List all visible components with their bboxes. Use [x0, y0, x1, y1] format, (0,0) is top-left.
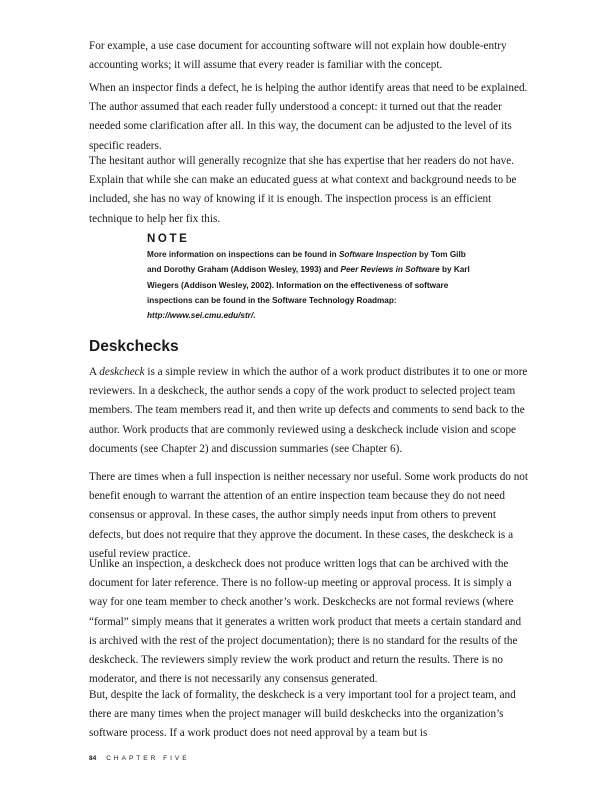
note-text: More information on inspections can be found in — [147, 250, 339, 259]
note-text: by Karl Wiegers (Addison Wesley, 2002). Information on the effectiveness of software inspections can be found in the Software Technology Roadmap: — [147, 265, 470, 305]
paragraph-text: There are times when a full inspection is neither necessary nor useful. Some work products do not benefit enough to warrant the attention of an entire inspection team because they do not need consensus or approval. In these cases, the author simply needs input from others to prevent defects, but does not require that they approve the document. In these cases, the deskcheck is a useful review practice. — [89, 471, 528, 560]
body-paragraph-6 — [89, 555, 530, 689]
paragraph-text: Unlike an inspection, a deskcheck does not produce written logs that can be archived with the document for later reference. There is no follow-up meeting or approval process. It is simply a way for one team member to check another’s work. Deskchecks are not formal reviews (where “formal” simply means that it generates a written work product that meets a certain standard and is archived with the rest of the project documentation); there is no standard for the results of the deskcheck. The reviewers simply review the work product and return the results. There is no moderator, and there is not necessarily any consensus generated. — [89, 558, 522, 686]
note-heading: NOTE — [147, 233, 190, 245]
note-body — [147, 247, 475, 323]
page-footer — [89, 754, 190, 764]
note-text: by Tom Gilb and Dorothy Graham (Addison Wesley, 1993) and — [147, 250, 466, 275]
paragraph-text: The hesitant author will generally recognize that she has expertise that her readers do not have. Explain that while she can make an educated guess at what context and background needs to be included, she has no way of knowing if it is enough. The inspection process is an efficient technique to help her fix this. — [89, 155, 517, 225]
paragraph-text — [89, 363, 530, 459]
book-title-software-inspection: Software Inspection — [338, 250, 417, 259]
body-paragraph-2 — [89, 79, 530, 156]
body-paragraph-1 — [89, 37, 530, 75]
paragraph-text-part: is a simple review in which the author of a work product distributes it to one or more reviewers. In a deskcheck, the author sends a copy of the work product to selected project team members. The team members read it, and then write up defects and comments to send back to the author. Work products that are commonly reviewed using a deskcheck include vision and scope documents (see Chapter 2) and discussion summaries (see Chapter 6). — [89, 366, 528, 455]
note-box — [147, 232, 475, 323]
paragraph-text: For example, a use case document for accounting software will not explain how double-entry accounting works; it will assume that every reader is familiar with the concept. — [89, 40, 507, 72]
str-url-link[interactable]: http://www.sei.cmu.edu/str/ — [147, 311, 254, 321]
body-paragraph-4 — [89, 363, 530, 459]
body-paragraph-7 — [89, 686, 530, 744]
page-number: 84 — [89, 755, 97, 762]
paragraph-text-part: A — [89, 366, 100, 378]
paragraph-text: When an inspector finds a defect, he is helping the author identify areas that need to be explained. The author assumed that each reader fully understood a concept: it turned out that the reader needed some clarification after all. In this way, the document can be adjusted to the level of its specific readers. — [89, 82, 528, 152]
book-title-peer-reviews: Peer Reviews in Software — [340, 265, 440, 275]
paragraph-text: But, despite the lack of formality, the deskcheck is a very important tool for a project team, and there are many times when the project manager will build deskchecks into the organization’s software process. If a work product does not need approval by a team but is — [89, 689, 516, 740]
body-paragraph-5 — [89, 468, 530, 564]
chapter-label: CHAPTER FIVE — [106, 755, 190, 762]
note-text: . — [253, 311, 256, 321]
section-heading-deskchecks: Deskchecks — [89, 338, 179, 355]
body-paragraph-3 — [89, 152, 530, 229]
term-deskcheck: deskcheck — [99, 366, 145, 378]
